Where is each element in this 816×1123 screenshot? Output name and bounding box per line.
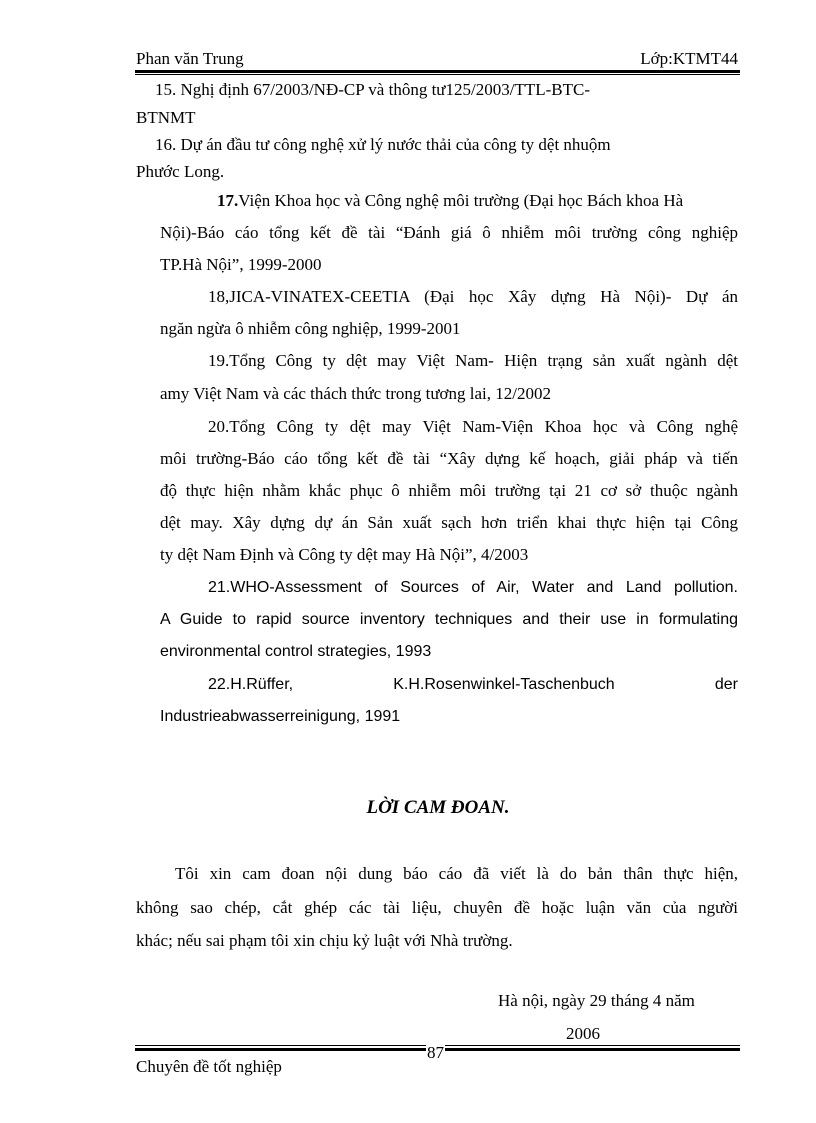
reference-16-line-2: Phước Long. xyxy=(136,162,225,181)
declaration-title: LỜI CAM ĐOAN. xyxy=(366,797,510,818)
reference-20-line-3: độ thực hiện nhằm khắc phục ô nhiễm môi trường tại 21 cơ sở thuộc ngành xyxy=(160,481,738,500)
reference-17-line-1 xyxy=(217,190,683,212)
reference-21-line-1: 21.WHO-Assessment of Sources of Air, Water and Land pollution. xyxy=(208,579,738,596)
reference-17-line-2: Nội)-Báo cáo tổng kết đề tài “Đánh giá ô nhiễm môi trường công nghiệp xyxy=(160,223,738,242)
reference-21-line-2: A Guide to rapid source inventory techniques and their use in formulating xyxy=(160,611,738,628)
reference-17-line-3: TP.Hà Nội”, 1999-2000 xyxy=(160,255,322,274)
header-author: Phan văn Trung xyxy=(136,49,244,68)
reference-20-line-5: ty dệt Nam Định và Công ty dệt may Hà Nội”, 4/2003 xyxy=(160,545,529,564)
reference-21-line-3: environmental control strategies, 1993 xyxy=(160,643,432,660)
reference-18-line-2: ngăn ngừa ô nhiễm công nghiệp, 1999-2001 xyxy=(160,319,461,338)
reference-19-line-2: amy Việt Nam và các thách thức trong tương lai, 12/2002 xyxy=(160,384,552,403)
reference-15-line-2: BTNMT xyxy=(136,108,196,127)
reference-18-line-1: 18,JICA-VINATEX-CEETIA (Đại học Xây dựng Hà Nội)- Dự án xyxy=(208,287,738,306)
reference-15-line-1: 15. Nghị định 67/2003/NĐ-CP và thông tư125/2003/TTL-BTC- xyxy=(155,80,590,99)
declaration-line-2: không sao chép, cắt ghép các tài liệu, chuyên đề hoặc luận văn của người xyxy=(136,898,738,917)
header-rule-thick xyxy=(135,70,740,73)
signature-date-line-1: Hà nội, ngày 29 tháng 4 năm xyxy=(498,991,695,1010)
header-class: Lớp:KTMT44 xyxy=(640,49,738,68)
reference-20-line-2: môi trường-Báo cáo tổng kết đề tài “Xây dựng kế hoạch, giải pháp và tiến xyxy=(160,449,738,468)
reference-17-number: 17. xyxy=(217,191,239,210)
reference-20-line-1: 20.Tổng Công ty dệt may Việt Nam-Viện Khoa học và Công nghệ xyxy=(208,417,738,436)
reference-20-line-4: dệt may. Xây dựng dự án Sản xuất sạch hơn triển khai thực hiện tại Công xyxy=(160,513,738,532)
page-number: 87 xyxy=(427,1043,444,1062)
declaration-line-3: khác; nếu sai phạm tôi xin chịu kỷ luật với Nhà trường. xyxy=(136,931,513,950)
signature-date-line-2: 2006 xyxy=(566,1024,600,1043)
reference-22-line-1: 22.H.Rüffer, K.H.Rosenwinkel-Taschenbuch der xyxy=(208,676,738,693)
reference-22-line-2: Industrieabwasserreinigung, 1991 xyxy=(160,708,401,725)
footer-title: Chuyên đề tốt nghiệp xyxy=(136,1057,282,1076)
reference-16-line-1: 16. Dự án đầu tư công nghệ xử lý nước thải của công ty dệt nhuộm xyxy=(155,135,611,154)
reference-19-line-1: 19.Tổng Công ty dệt may Việt Nam- Hiện trạng sản xuất ngành dệt xyxy=(208,351,738,370)
reference-17-line-1-text: Viện Khoa học và Công nghệ môi trường (Đại học Bách khoa Hà xyxy=(238,191,684,210)
declaration-line-1: Tôi xin cam đoan nội dung báo cáo đã viết là do bản thân thực hiện, xyxy=(175,864,738,883)
header-rule-thin xyxy=(135,74,740,75)
